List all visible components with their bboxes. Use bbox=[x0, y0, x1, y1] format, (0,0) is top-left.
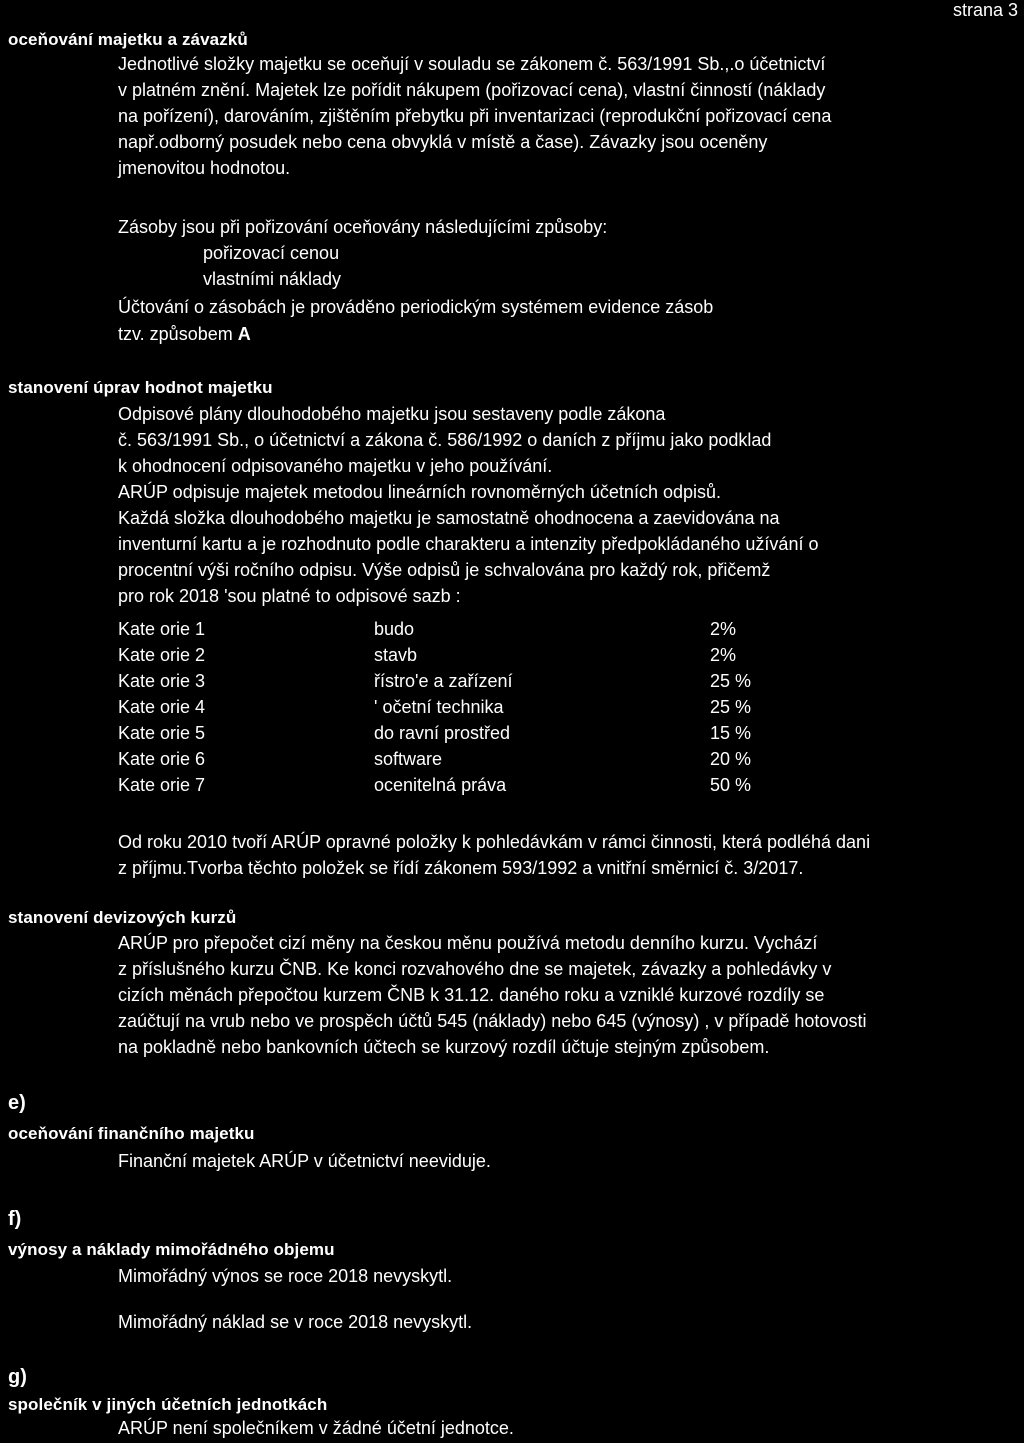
allowances-paragraph bbox=[118, 829, 870, 881]
currency-line: zaúčtují na vrub nebo ve prospěch účtů 545 (náklady) nebo 645 (výnosy) , v případě hotovosti bbox=[118, 1011, 867, 1031]
asset-name-cell: ' očetní technika bbox=[374, 697, 504, 717]
rate-cell: 50 % bbox=[710, 775, 752, 795]
section-heading-valuation: oceňování majetku a závazků bbox=[8, 30, 248, 49]
adjustments-line: pro rok 2018 'sou platné to odpisové sazb : bbox=[118, 586, 461, 606]
currency-line: cizích měnách přepočtou kurzem ČNB k 31.12. daného roku a vzniklé kurzové rozdíly se bbox=[118, 985, 825, 1005]
valuation-line: v platném znění. Majetek lze pořídit nákupem (pořizovací cena), vlastní činností (náklady bbox=[118, 80, 826, 100]
category-cell: Kate orie 3 bbox=[118, 671, 206, 691]
valuation-line: na pořízení), darováním, zjištěním přebytku při inventarizaci (reprodukční pořizovací cena bbox=[118, 106, 832, 126]
allowances-line: z příjmu.Tvorba těchto položek se řídí zákonem 593/1992 a vnitřní směrnicí č. 3/2017. bbox=[118, 858, 804, 878]
table-row bbox=[118, 775, 778, 801]
category-cell: Kate orie 7 bbox=[118, 775, 206, 795]
currency-line: ARÚP pro přepočet cizí měny na českou měnu používá metodu denního kurzu. Vychází bbox=[118, 933, 818, 953]
category-cell: Kate orie 2 bbox=[118, 645, 206, 665]
section-heading-adjustments: stanovení úprav hodnot majetku bbox=[8, 378, 273, 397]
section-letter-g: g) bbox=[8, 1366, 27, 1388]
valuation-line: jmenovitou hodnotou. bbox=[118, 158, 291, 178]
category-cell: Kate orie 6 bbox=[118, 749, 206, 769]
asset-name-cell: řístro'e a zařízení bbox=[374, 671, 513, 691]
adjustments-line: Odpisové plány dlouhodobého majetku jsou sestaveny podle zákona bbox=[118, 404, 666, 424]
section-letter-f: f) bbox=[8, 1208, 22, 1230]
extraordinary-cost-text: Mimořádný náklad se v roce 2018 nevyskytl. bbox=[118, 1312, 473, 1332]
adjustments-line: inventurní kartu a je rozhodnuto podle charakteru a intenzity předpokládaného užívání o bbox=[118, 534, 819, 554]
currency-paragraph bbox=[118, 930, 866, 1060]
inventory-method-2: vlastními náklady bbox=[203, 269, 342, 289]
table-row bbox=[118, 671, 778, 697]
asset-name-cell: budo bbox=[374, 619, 415, 639]
allowances-line: Od roku 2010 tvoří ARÚP opravné položky k pohledávkám v rámci činnosti, která podléhá dani bbox=[118, 832, 871, 852]
table-row bbox=[118, 697, 778, 723]
rate-cell: 2% bbox=[710, 645, 737, 665]
adjustments-line: k ohodnocení odpisovaného majetku v jeho používání. bbox=[118, 456, 553, 476]
extraordinary-income-text: Mimořádný výnos se roce 2018 nevyskytl. bbox=[118, 1266, 453, 1286]
section-letter-e: e) bbox=[8, 1092, 26, 1114]
adjustments-paragraph bbox=[118, 401, 818, 609]
asset-name-cell: software bbox=[374, 749, 443, 769]
category-cell: Kate orie 5 bbox=[118, 723, 206, 743]
section-heading-financial: oceňování finančního majetku bbox=[8, 1124, 255, 1143]
inventory-intro: Zásoby jsou při pořizování oceňovány následujícími způsoby: bbox=[118, 217, 608, 237]
adjustments-line: Každá složka dlouhodobého majetku je samostatně ohodnocena a zaevidována na bbox=[118, 508, 780, 528]
table-row bbox=[118, 749, 778, 775]
section-heading-partner: společník v jiných účetních jednotkách bbox=[8, 1395, 328, 1414]
financial-text: Finanční majetek ARÚP v účetnictví neeviduje. bbox=[118, 1151, 491, 1171]
section-heading-extraordinary: výnosy a náklady mimořádného objemu bbox=[8, 1240, 335, 1259]
method-letter: A bbox=[237, 324, 251, 344]
category-cell: Kate orie 4 bbox=[118, 697, 206, 717]
inventory-method-1: pořizovací cenou bbox=[203, 243, 340, 263]
currency-line: z příslušného kurzu ČNB. Ke konci rozvahového dne se majetek, závazky a pohledávky v bbox=[118, 959, 832, 979]
adjustments-line: procentní výši ročního odpisu. Výše odpisů je schvalována pro každý rok, přičemž bbox=[118, 560, 771, 580]
adjustments-line: č. 563/1991 Sb., o účetnictví a zákona č. 586/1992 o daních z příjmu jako podklad bbox=[118, 430, 772, 450]
rate-cell: 20 % bbox=[710, 749, 752, 769]
valuation-paragraph bbox=[118, 51, 831, 181]
adjustments-line: ARÚP odpisuje majetek metodou lineárních rovnoměrných účetních odpisů. bbox=[118, 482, 721, 502]
table-row bbox=[118, 723, 778, 749]
rate-cell: 15 % bbox=[710, 723, 752, 743]
rate-cell: 2% bbox=[710, 619, 737, 639]
section-heading-currency: stanovení devizových kurzů bbox=[8, 908, 237, 927]
table-row bbox=[118, 645, 778, 671]
table-row bbox=[118, 619, 778, 645]
currency-line: na pokladně nebo bankovních účtech se kurzový rozdíl účtuje stejným způsobem. bbox=[118, 1037, 770, 1057]
asset-name-cell: do ravní prostřed bbox=[374, 723, 511, 743]
asset-name-cell: stavb bbox=[374, 645, 418, 665]
asset-name-cell: ocenitelná práva bbox=[374, 775, 507, 795]
valuation-line: např.odborný posudek nebo cena obvyklá v místě a čase). Závazky jsou oceněny bbox=[118, 132, 768, 152]
inventory-method-a: tzv. způsobem A bbox=[118, 324, 251, 344]
rate-cell: 25 % bbox=[710, 671, 752, 691]
valuation-line: Jednotlivé složky majetku se oceňují v souladu se zákonem č. 563/1991 Sb.,.o účetnictví bbox=[118, 54, 826, 74]
partner-text: ARÚP není společníkem v žádné účetní jednotce. bbox=[118, 1418, 514, 1438]
page-number: strana 3 bbox=[952, 0, 1018, 20]
rate-cell: 25 % bbox=[710, 697, 752, 717]
inventory-accounting: Účtování o zásobách je prováděno periodickým systémem evidence zásob bbox=[118, 297, 714, 317]
category-cell: Kate orie 1 bbox=[118, 619, 206, 639]
